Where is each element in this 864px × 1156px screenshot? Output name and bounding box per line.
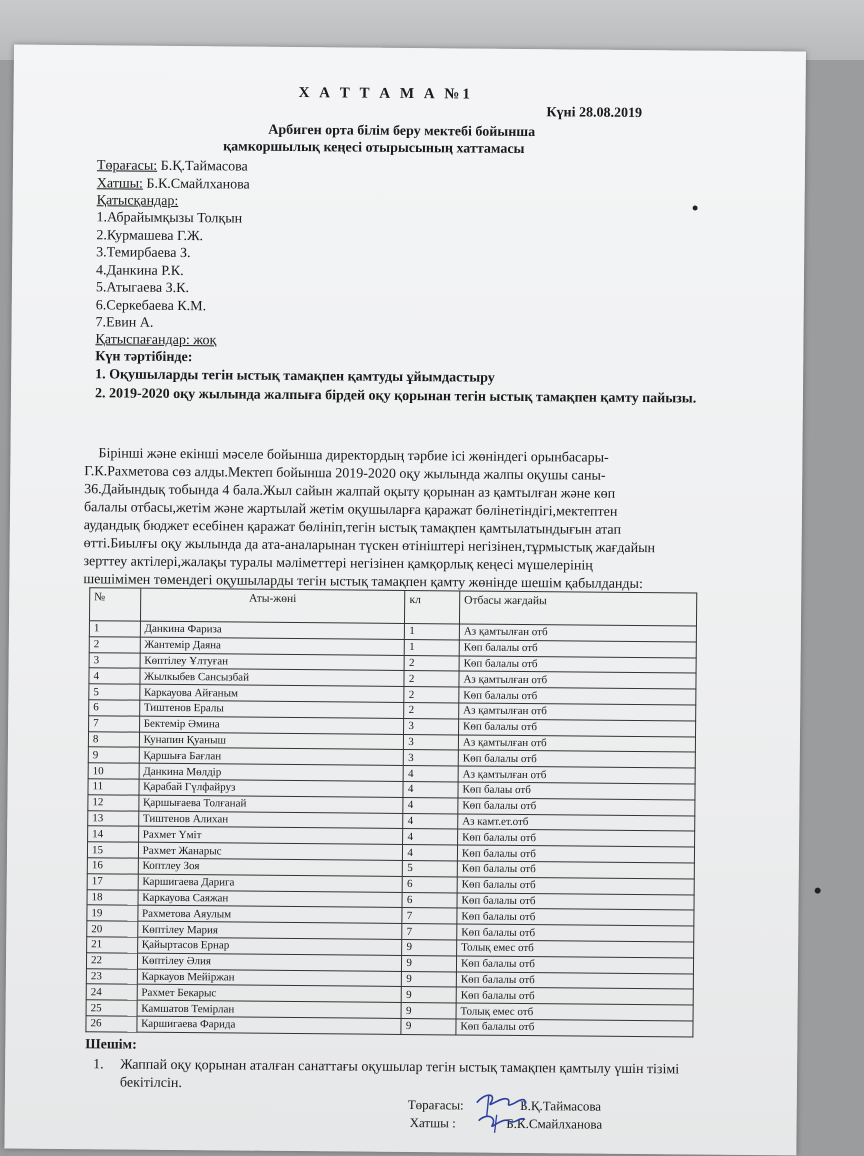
student-class: 7 (402, 924, 457, 940)
family-status: Толық емес отб (456, 1003, 693, 1021)
signature-chair-name: Б.Қ.Таймасова (520, 1098, 602, 1114)
student-name: Көптілеу Ұлтуған (140, 653, 405, 671)
column-header-number: № (89, 588, 140, 621)
student-class: 9 (401, 1003, 456, 1019)
family-status: Көп балалы отб (458, 798, 695, 816)
handwritten-signatures (467, 1087, 537, 1138)
row-number: 18 (87, 889, 138, 905)
student-name: Рахмет Жанарыс (138, 842, 403, 860)
family-status: Көп балалы отб (459, 687, 696, 705)
row-number: 12 (88, 794, 139, 810)
students-table (85, 587, 697, 1037)
column-header-family: Отбасы жағдайы (459, 591, 696, 626)
family-status: Аз камт.ет.отб (458, 814, 695, 832)
row-number: 23 (86, 968, 137, 984)
family-status: Көп балалы отб (457, 845, 694, 863)
student-class: 4 (403, 797, 458, 813)
row-number: 9 (88, 747, 139, 763)
row-number: 17 (87, 873, 138, 889)
student-name: Қарабай Гүлфайруз (139, 779, 404, 797)
row-number: 14 (88, 826, 139, 842)
document-subtitle-1: Арбиген орта білім беру мектебі бойынша (268, 122, 536, 141)
agenda-item-2: 2. 2019-2020 оқу жылында жалпыға бірдей оқу қорынан тегін ыстық тамақпен қамту пайызы. (94, 386, 697, 407)
student-name: Рахметова Аяулым (138, 905, 403, 923)
chair-line (97, 158, 248, 175)
student-name: Көптілеу Мария (137, 921, 402, 939)
student-class: 4 (403, 829, 458, 845)
family-status: Көп балалы отб (457, 908, 694, 926)
row-number: 3 (89, 652, 140, 668)
student-name: Каркауов Мейіржан (137, 969, 402, 987)
signature-secretary-label: Хатшы : (409, 1115, 456, 1131)
family-status: Толық емес отб (457, 940, 694, 958)
row-number: 15 (87, 842, 138, 858)
present-member: 5.Атыгаева З.К. (95, 280, 190, 297)
student-class: 9 (402, 955, 457, 971)
row-number: 2 (89, 637, 140, 653)
student-name: Тиштенов Алихан (138, 811, 403, 829)
family-status: Аз қамтылған отб (459, 624, 696, 642)
decision-text: Жаппай оқу қорынан аталған санаттағы оқушылар тегін ыстық тамақпен қамтылу үшін тізімі бекітілсін. (119, 1057, 680, 1092)
student-class: 9 (402, 939, 457, 955)
family-status: Көп балалы отб (459, 640, 696, 658)
student-name: Рахмет Бекарыс (137, 984, 402, 1002)
family-status: Көп балалы отб (458, 829, 695, 847)
student-class: 3 (404, 734, 459, 750)
decision-item (93, 1056, 713, 1092)
agenda-item-1: 1. Оқушыларды тегін ыстық тамақпен қамтуды ұйымдастыру (95, 367, 495, 386)
student-name: Қайыртасов Ернар (137, 937, 402, 955)
student-class: 9 (401, 1018, 456, 1034)
student-name: Каркауова Айғаным (139, 684, 404, 702)
family-status: Көп балаы отб (458, 782, 695, 800)
present-member: 4.Данкина Р.К. (95, 263, 184, 280)
student-name: Коптлеу Зоя (138, 858, 403, 876)
ink-speck (693, 205, 698, 210)
chair-name: Б.Қ.Таймасова (157, 158, 248, 175)
agenda-label: Күн тәртібінде: (95, 349, 193, 366)
family-status: Аз қамтылған отб (458, 766, 695, 784)
row-number: 25 (86, 1000, 137, 1016)
family-status: Аз қамтылған отб (459, 703, 696, 721)
student-class: 2 (404, 671, 459, 687)
row-number: 21 (87, 937, 138, 953)
student-name: Данкина Мөлдір (139, 763, 404, 781)
decision-number: 1. (93, 1057, 104, 1073)
family-status: Көп балалы отб (459, 656, 696, 674)
secretary-line (97, 176, 250, 193)
signature-chair-label: Төрағасы: (407, 1097, 464, 1113)
present-member: 7.Евин А. (95, 315, 154, 331)
row-number: 10 (88, 763, 139, 779)
student-class: 7 (402, 908, 457, 924)
absent-line: Қатыспағандар: жоқ (95, 332, 217, 349)
row-number: 7 (89, 716, 140, 732)
family-status: Көп балалы отб (457, 892, 694, 910)
row-number: 22 (86, 952, 137, 968)
present-label: Қатысқандар: (96, 193, 179, 209)
table-header-row (89, 588, 696, 626)
chair-label: Төрағасы: (96, 158, 158, 174)
row-number: 13 (88, 810, 139, 826)
student-class: 4 (403, 845, 458, 861)
student-name: Жантемір Даяна (140, 637, 405, 655)
document-page (4, 45, 806, 1156)
row-number: 24 (86, 984, 137, 1000)
row-number: 19 (87, 905, 138, 921)
signature-secretary-name: Б.К.Смайлханова (506, 1115, 603, 1132)
family-status: Аз қамтылған отб (458, 735, 695, 753)
student-class: 4 (403, 813, 458, 829)
student-name: Қаршығаева Толғанай (138, 795, 403, 813)
family-status: Көп балалы отб (457, 861, 694, 879)
student-name: Көптілеу Әлия (137, 953, 402, 971)
row-number: 1 (89, 621, 140, 637)
family-status: Көп балалы отб (458, 719, 695, 737)
document-date: Күні 28.08.2019 (546, 105, 643, 122)
body-paragraph: Бірінші және екінші мәселе бойынша директордың тәрбие ісі жөніндегі орынбасары- Г.К.Рахметова сөз алды.Мектеп бойынша 2019-2020 оқу жылында жалпы оқушы саны- 36.Дайындық тобында 4 бала.Жыл сайын жалпай оқыту қорынан аз қамтылған және көп балалы отбасы,жетім және жартылай жетім оқушыларға қаражат бөлінетіндігі,мектептен аудандық бюджет есебінен қаражат бөлініп,тегін ыстық тамақпен қамтылатындығын атап өтті.Биылғы оқу жылында да ата-аналарынан түскен өтініштері негізінен,тұрмыстық жағдайын зерттеу актілері,жалақы туралы мәліметтері негізінен қамқорлық кеңесі мүшелерінің шешімімен төмендегі оқушыларды тегін ыстық тамақпен қамту жөнінде шешім қабылданды: (83, 446, 656, 593)
student-name: Қаршыға Бағлан (139, 748, 404, 766)
ink-speck (815, 888, 821, 894)
row-number: 20 (87, 921, 138, 937)
column-header-class: кл (405, 590, 460, 623)
student-class: 2 (404, 655, 459, 671)
student-class: 6 (402, 892, 457, 908)
student-name: Камшатов Темірлан (137, 1000, 402, 1018)
family-status: Көп балалы отб (457, 877, 694, 895)
row-number: 16 (87, 858, 138, 874)
student-name: Каршигаева Дарига (138, 874, 403, 892)
student-class: 2 (404, 702, 459, 718)
present-member: 3.Темирбаева З. (96, 245, 191, 262)
document-subtitle-2: қамкоршылық кеңесі отырысының хаттамасы (223, 139, 525, 158)
secretary-label: Хатшы: (96, 176, 144, 192)
student-name: Бектемір Әмина (139, 716, 404, 734)
student-name: Каршигаева Фарида (137, 1016, 402, 1034)
secretary-name: Б.К.Смайлханова (142, 176, 250, 193)
student-class: 2 (404, 687, 459, 703)
student-name: Данкина Фариза (140, 621, 405, 639)
present-member: 1.Абрайымқызы Толқын (96, 210, 243, 227)
row-number: 26 (86, 1016, 137, 1032)
row-number: 5 (89, 684, 140, 700)
student-name: Каркауова Саяжан (138, 890, 403, 908)
family-status: Көп балалы отб (458, 750, 695, 768)
student-class: 9 (402, 987, 457, 1003)
column-header-name: Аты-жөні (140, 588, 405, 623)
student-class: 1 (405, 623, 460, 639)
student-class: 9 (402, 971, 457, 987)
present-member: 6.Серкебаева К.М. (95, 298, 207, 315)
decision-title: Шешім: (85, 1037, 137, 1053)
family-status: Көп балалы отб (456, 987, 693, 1005)
family-status: Көп балалы отб (456, 1019, 693, 1037)
document-title: Х А Т Т А М А №1 (298, 85, 473, 103)
family-status: Көп балалы отб (456, 956, 693, 974)
student-name: Жылкыбев Сансызбай (140, 669, 405, 687)
student-class: 3 (404, 750, 459, 766)
row-number: 11 (88, 779, 139, 795)
student-class: 3 (404, 718, 459, 734)
row-number: 8 (88, 731, 139, 747)
student-class: 4 (403, 766, 458, 782)
student-class: 5 (403, 860, 458, 876)
row-number: 6 (89, 700, 140, 716)
family-status: Көп балалы отб (456, 971, 693, 989)
family-status: Аз қамтылған отб (459, 671, 696, 689)
student-name: Тиштенов Ералы (139, 700, 404, 718)
student-name: Кунапин Қуаныш (139, 732, 404, 750)
row-number: 4 (89, 668, 140, 684)
student-class: 6 (403, 876, 458, 892)
family-status: Көп балалы отб (457, 924, 694, 942)
student-class: 4 (403, 781, 458, 797)
student-name: Рахмет Үміт (138, 827, 403, 845)
present-member: 2.Курмашева Г.Ж. (96, 228, 204, 245)
student-class: 1 (405, 639, 460, 655)
